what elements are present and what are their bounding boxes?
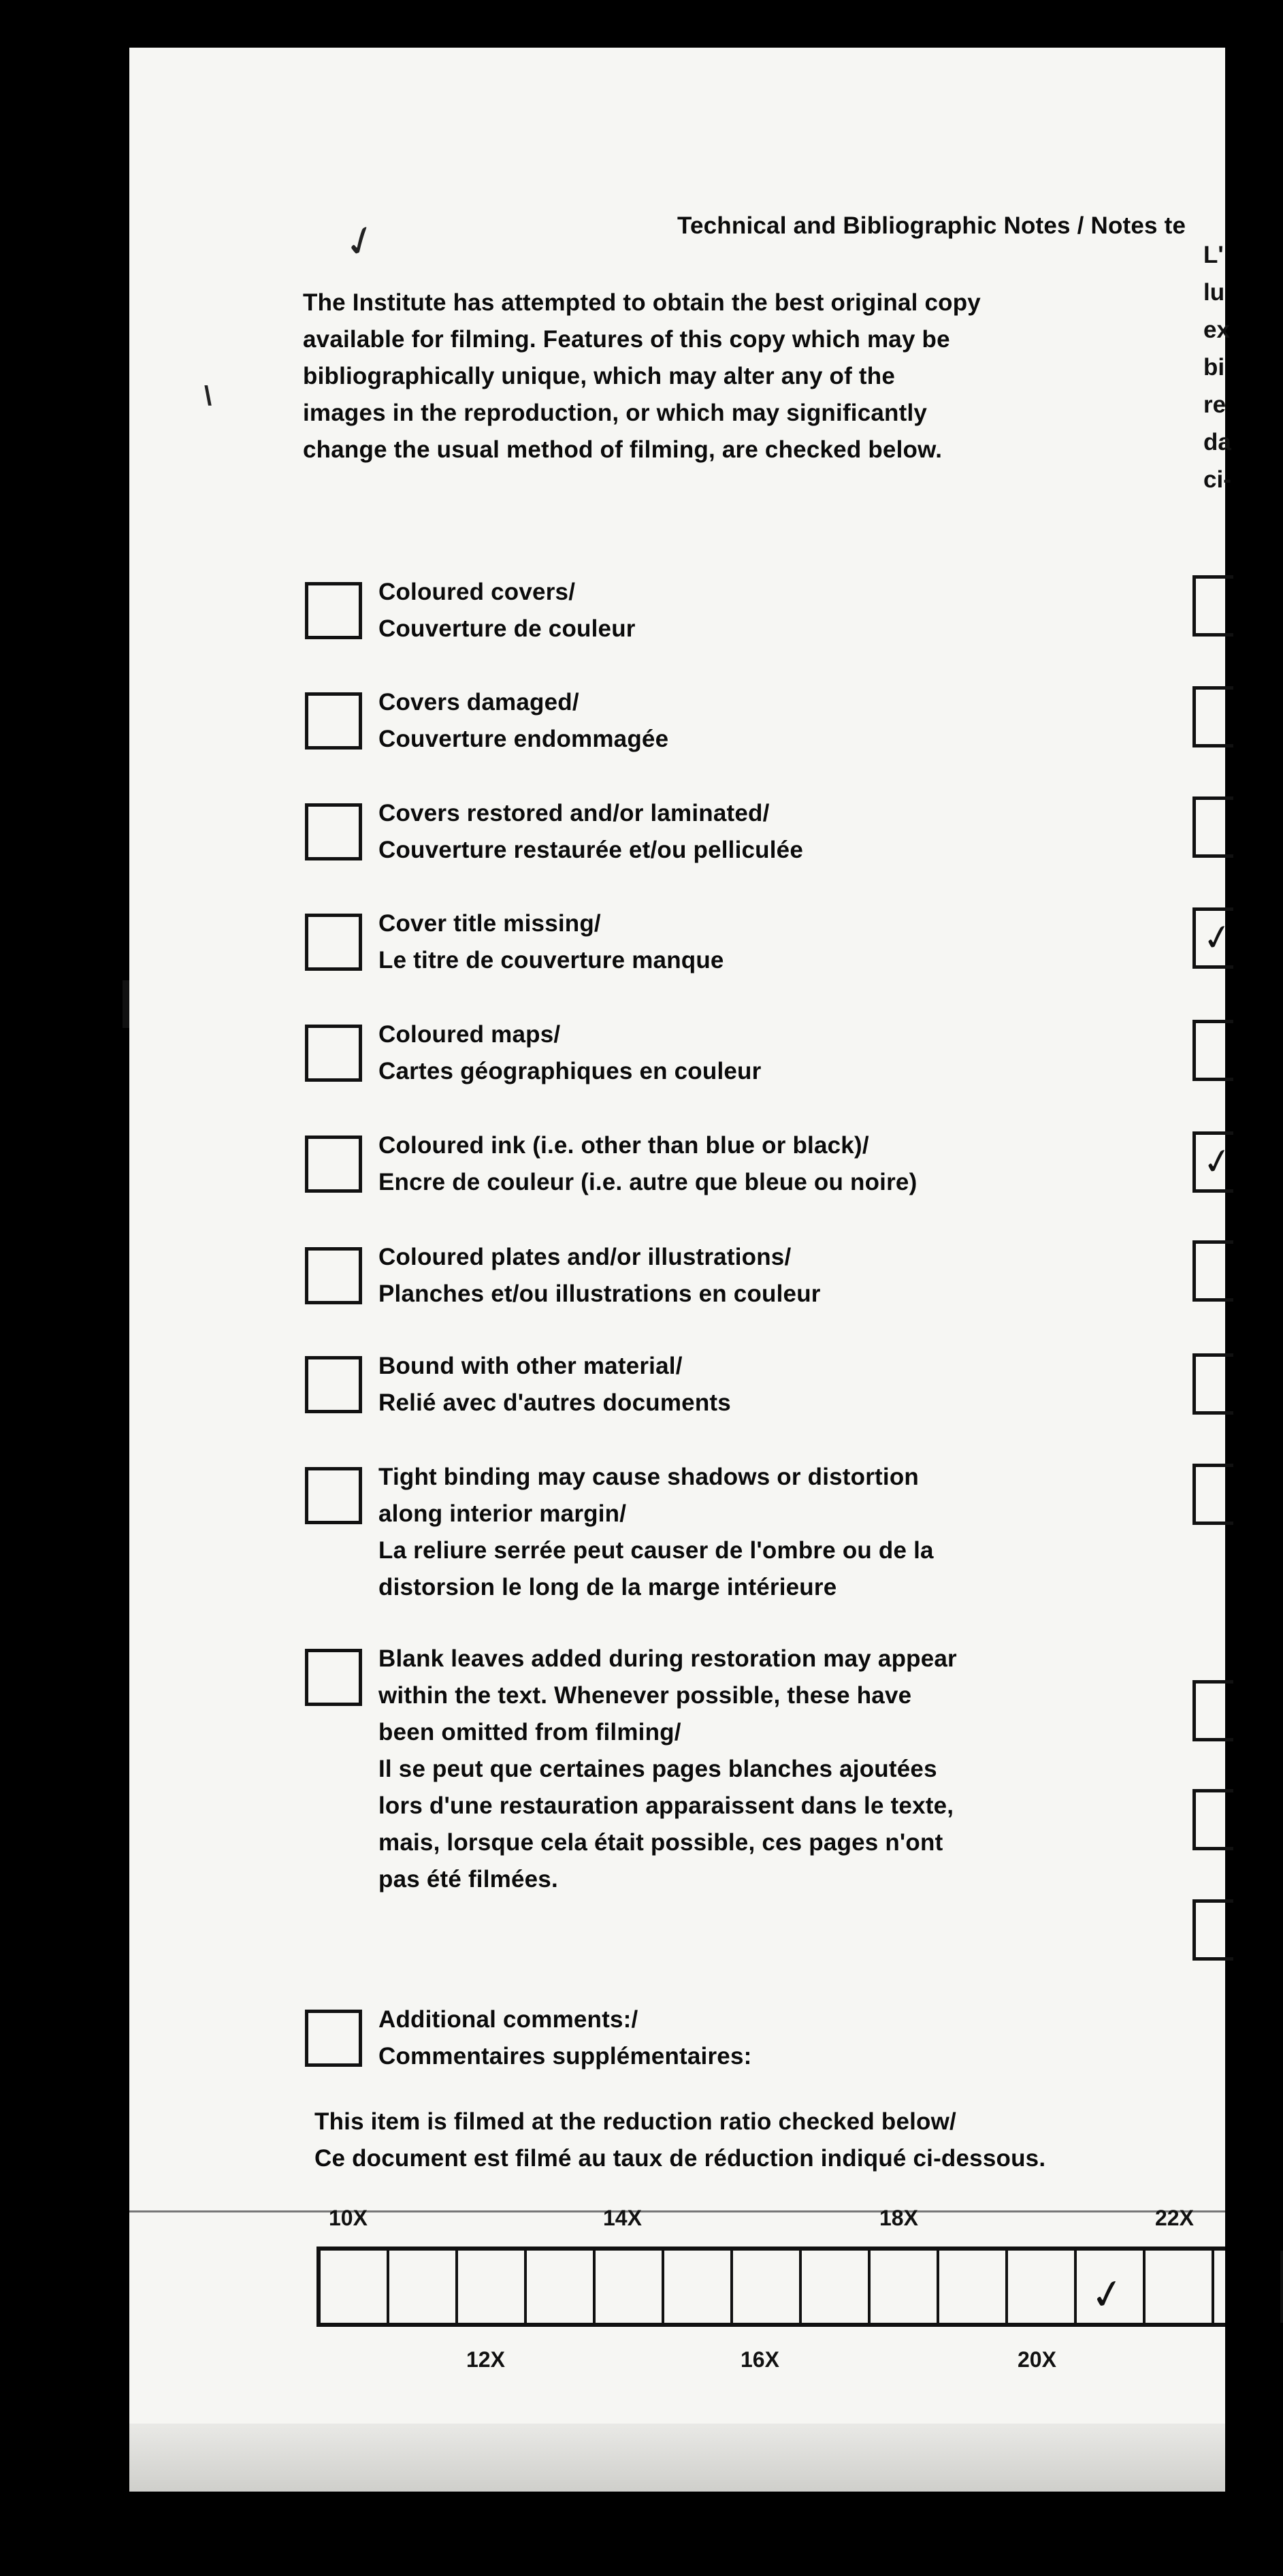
feature-checkbox[interactable] — [305, 582, 362, 639]
feature-label-line: been omitted from filming/ — [378, 1719, 681, 1745]
feature-checkbox[interactable] — [305, 1136, 362, 1193]
ratio-label-bottom: 12X — [466, 2347, 505, 2372]
feature-checkbox[interactable] — [305, 803, 362, 860]
pen-tick-mark: ✓ — [336, 214, 385, 269]
ratio-cell[interactable] — [939, 2251, 1008, 2323]
right-checkbox[interactable] — [1192, 907, 1236, 969]
feature-label-line: Coloured plates and/or illustrations/ — [378, 1244, 792, 1270]
feature-label-line: along interior margin/ — [378, 1500, 627, 1527]
feature-checkbox[interactable] — [305, 1467, 362, 1524]
feature-label-line: within the text. Whenever possible, these have — [378, 1682, 912, 1709]
scan-line — [129, 2210, 1225, 2212]
right-column-fragment: L' — [1203, 242, 1224, 268]
right-checkbox[interactable] — [1192, 575, 1233, 637]
feature-label-line: Additional comments:/ — [378, 2006, 638, 2033]
right-column-fragment: ex — [1203, 317, 1230, 343]
right-checkbox[interactable] — [1192, 1353, 1233, 1415]
feature-label-line: lors d'une restauration apparaissent dans le texte, — [378, 1792, 954, 1819]
scan-speck: \ — [204, 381, 212, 411]
ratio-label-top: 10X — [329, 2206, 368, 2230]
ratio-cell[interactable] — [733, 2251, 802, 2323]
check-mark-icon: ✓ — [1199, 1140, 1236, 1185]
right-column-fragment: bi — [1203, 354, 1225, 381]
reduction-note-en: This item is filmed at the reduction ratio checked below/ — [314, 2108, 956, 2135]
right-column-fragment: lu — [1203, 279, 1225, 306]
right-checkbox[interactable] — [1192, 686, 1233, 747]
feature-label-line: Couverture de couleur — [378, 615, 636, 642]
ratio-cell[interactable] — [664, 2251, 733, 2323]
feature-checkbox[interactable] — [305, 1247, 362, 1304]
ratio-cell[interactable] — [802, 2251, 871, 2323]
feature-label-line: mais, lorsque cela était possible, ces pages n'ont — [378, 1829, 943, 1856]
feature-checkbox[interactable] — [305, 2010, 362, 2067]
feature-label-line: Encre de couleur (i.e. autre que bleue ou noire) — [378, 1169, 917, 1195]
right-checkbox[interactable] — [1192, 796, 1233, 858]
feature-label-line: Commentaires supplémentaires: — [378, 2043, 752, 2070]
right-checkbox[interactable] — [1192, 1789, 1233, 1850]
feature-label-line: La reliure serrée peut causer de l'ombre ou de la — [378, 1537, 934, 1564]
feature-label-line: Covers damaged/ — [378, 689, 579, 715]
feature-label-line: Relié avec d'autres documents — [378, 1389, 731, 1416]
paper-bottom-edge — [129, 2424, 1225, 2492]
feature-label-line: distorsion le long de la marge intérieure — [378, 1574, 837, 1600]
ratio-cell[interactable] — [1146, 2251, 1214, 2323]
feature-label-line: Blank leaves added during restoration may appear — [378, 1645, 957, 1672]
feature-label-line: Couverture endommagée — [378, 726, 669, 752]
ratio-cell[interactable] — [527, 2251, 596, 2323]
feature-label-line: Covers restored and/or laminated/ — [378, 800, 770, 826]
feature-label-line: Couverture restaurée et/ou pelliculée — [378, 837, 804, 863]
feature-label-line: Le titre de couverture manque — [378, 947, 724, 973]
ratio-cell[interactable] — [871, 2251, 939, 2323]
feature-checkbox[interactable] — [305, 1356, 362, 1413]
ratio-label-top: 18X — [879, 2206, 918, 2230]
ratio-cell[interactable] — [389, 2251, 458, 2323]
feature-label-line: Il se peut que certaines pages blanches ajoutées — [378, 1756, 937, 1782]
ratio-cell[interactable] — [458, 2251, 527, 2323]
feature-label-line: Cartes géographiques en couleur — [378, 1058, 762, 1084]
feature-label-line: Tight binding may cause shadows or distortion — [378, 1464, 919, 1490]
right-checkbox[interactable] — [1192, 1131, 1236, 1193]
reduction-ratio-grid — [316, 2247, 1225, 2327]
feature-label-line: Coloured covers/ — [378, 579, 576, 605]
feature-label-line: Cover title missing/ — [378, 910, 601, 937]
feature-checkbox[interactable] — [305, 1649, 362, 1706]
feature-label-line: Bound with other material/ — [378, 1353, 683, 1379]
scan-speck — [123, 980, 129, 1028]
feature-label-line: Coloured ink (i.e. other than blue or black)/ — [378, 1132, 869, 1159]
ratio-label-top: 22X — [1155, 2206, 1194, 2230]
feature-label-line: Coloured maps/ — [378, 1021, 561, 1048]
check-mark-icon: ✓ — [1199, 916, 1236, 961]
feature-checkbox[interactable] — [305, 1025, 362, 1082]
page-heading: Technical and Bibliographic Notes / Notes te — [677, 212, 1186, 239]
right-column-fragment: ci- — [1203, 466, 1231, 493]
ratio-cell[interactable] — [1077, 2251, 1146, 2323]
right-checkbox[interactable] — [1192, 1464, 1233, 1525]
right-column-fragment: re — [1203, 391, 1227, 418]
feature-label-line: Planches et/ou illustrations en couleur — [378, 1281, 821, 1307]
ratio-cell[interactable] — [1214, 2251, 1283, 2323]
ratio-label-bottom: 16X — [741, 2347, 779, 2372]
ratio-cell[interactable] — [321, 2251, 389, 2323]
right-column-fragment: da — [1203, 429, 1231, 455]
ratio-label-bottom: 20X — [1018, 2347, 1056, 2372]
intro-paragraph: The Institute has attempted to obtain the best original copy available for filming. Features of this copy which may be bibliographically unique, which may alter any of the images in the reproduction, or which may significantly change the usual method of filming, are checked below. — [303, 289, 981, 463]
right-checkbox[interactable] — [1192, 1680, 1233, 1741]
feature-label-line: pas été filmées. — [378, 1866, 558, 1893]
ratio-label-top: 14X — [603, 2206, 642, 2230]
ratio-cell[interactable] — [596, 2251, 664, 2323]
check-mark-icon: ✓ — [1086, 2269, 1128, 2320]
right-checkbox[interactable] — [1192, 1899, 1233, 1961]
reduction-note-fr: Ce document est filmé au taux de réduction indiqué ci-dessous. — [314, 2145, 1046, 2172]
right-checkbox[interactable] — [1192, 1020, 1233, 1081]
feature-checkbox[interactable] — [305, 692, 362, 750]
ratio-cell[interactable] — [1008, 2251, 1077, 2323]
feature-checkbox[interactable] — [305, 914, 362, 971]
right-checkbox[interactable] — [1192, 1240, 1233, 1302]
